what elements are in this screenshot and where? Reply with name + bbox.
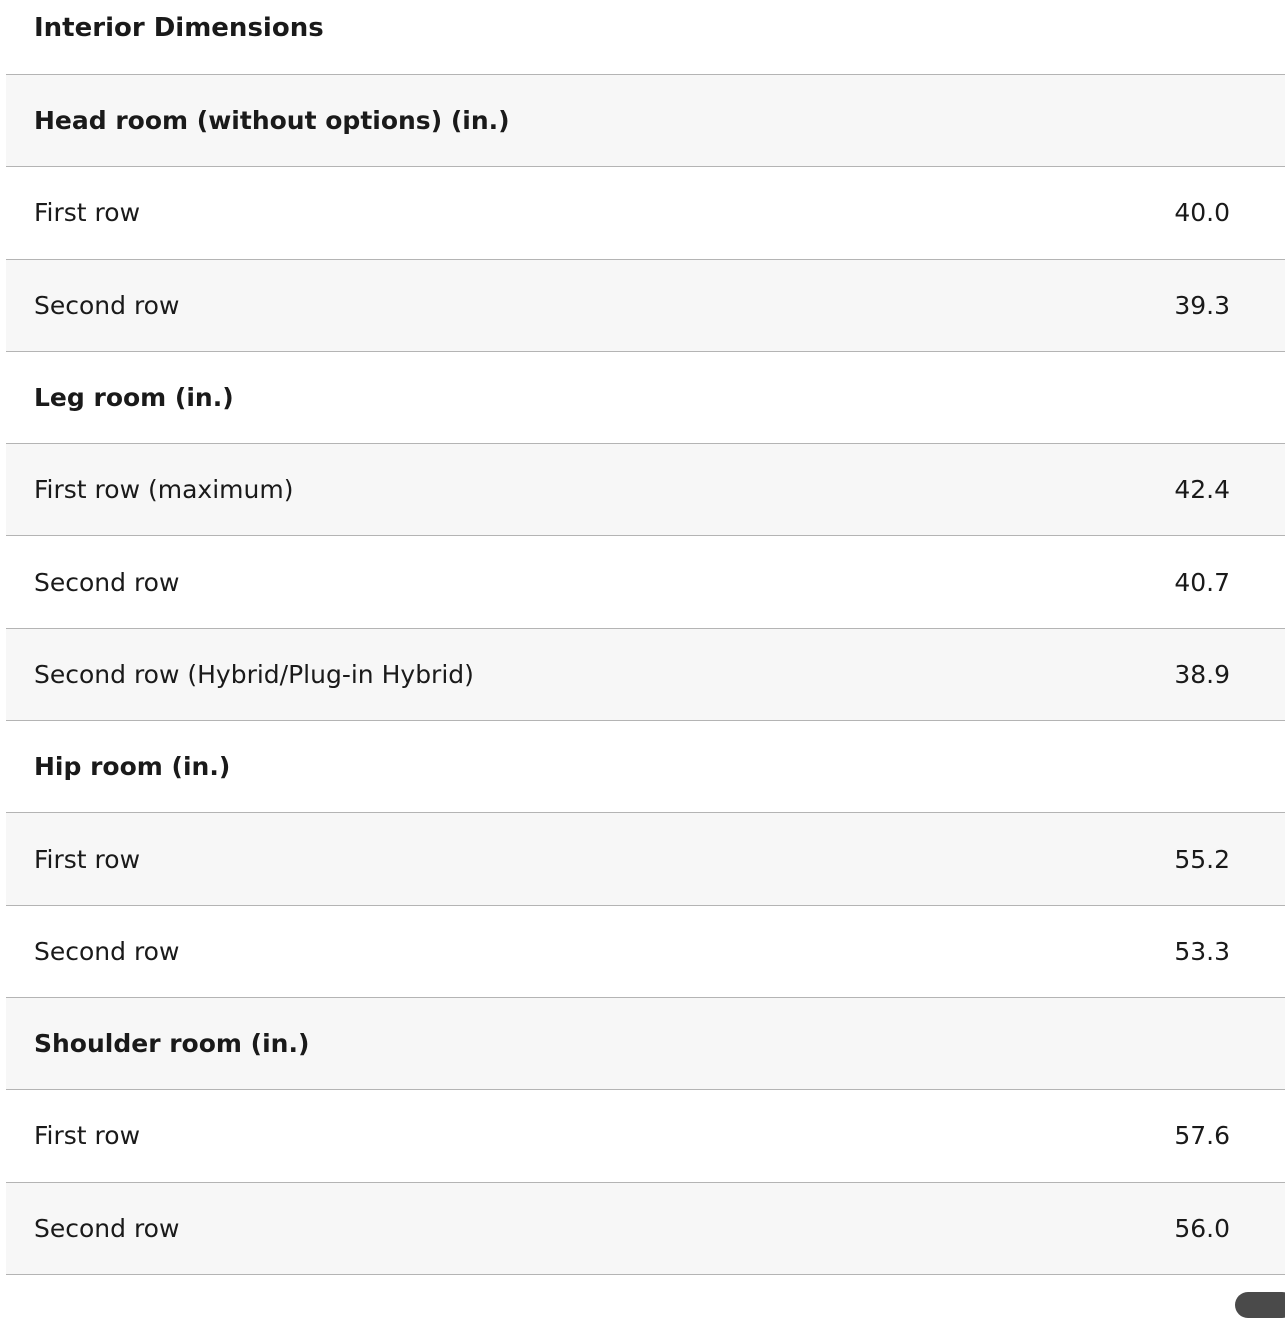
- page-title: Interior Dimensions: [34, 13, 324, 43]
- table-row: [6, 813, 1285, 905]
- table-row: [6, 906, 1285, 998]
- row-label: Shoulder room (in.): [34, 1029, 310, 1059]
- section-header-shoulder-room: [6, 998, 1285, 1090]
- row-value: 40.7: [1174, 567, 1230, 597]
- row-label: Second row: [34, 1213, 180, 1243]
- row-value: 39.3: [1174, 290, 1230, 320]
- table-row: [6, 536, 1285, 628]
- table-row: [6, 629, 1285, 721]
- row-value: 38.9: [1174, 659, 1230, 689]
- row-label: Second row (Hybrid/Plug-in Hybrid): [34, 659, 474, 689]
- table-row: [6, 1183, 1285, 1275]
- row-label: Hip room (in.): [34, 752, 231, 782]
- row-label: Leg room (in.): [34, 383, 234, 413]
- table-row: [6, 260, 1285, 352]
- row-label: Second row: [34, 936, 180, 966]
- row-label: Head room (without options) (in.): [34, 106, 510, 136]
- row-value: 57.6: [1174, 1121, 1230, 1151]
- table-row: [6, 1090, 1285, 1182]
- row-label: Second row: [34, 290, 180, 320]
- row-value: 55.2: [1174, 844, 1230, 874]
- row-value: 42.4: [1174, 475, 1230, 505]
- row-value: 53.3: [1174, 936, 1230, 966]
- row-label: Second row: [34, 567, 180, 597]
- row-label: First row: [34, 844, 141, 874]
- interior-dimensions-table: [6, 74, 1285, 1275]
- floating-chat-button[interactable]: [1235, 1292, 1285, 1318]
- section-header-leg-room: [6, 352, 1285, 444]
- row-label: First row: [34, 198, 141, 228]
- row-label: First row (maximum): [34, 475, 294, 505]
- section-header-head-room: [6, 75, 1285, 167]
- row-label: First row: [34, 1121, 141, 1151]
- row-value: 56.0: [1174, 1213, 1230, 1243]
- table-row: [6, 444, 1285, 536]
- table-row: [6, 167, 1285, 259]
- section-header-hip-room: [6, 721, 1285, 813]
- row-value: 40.0: [1174, 198, 1230, 228]
